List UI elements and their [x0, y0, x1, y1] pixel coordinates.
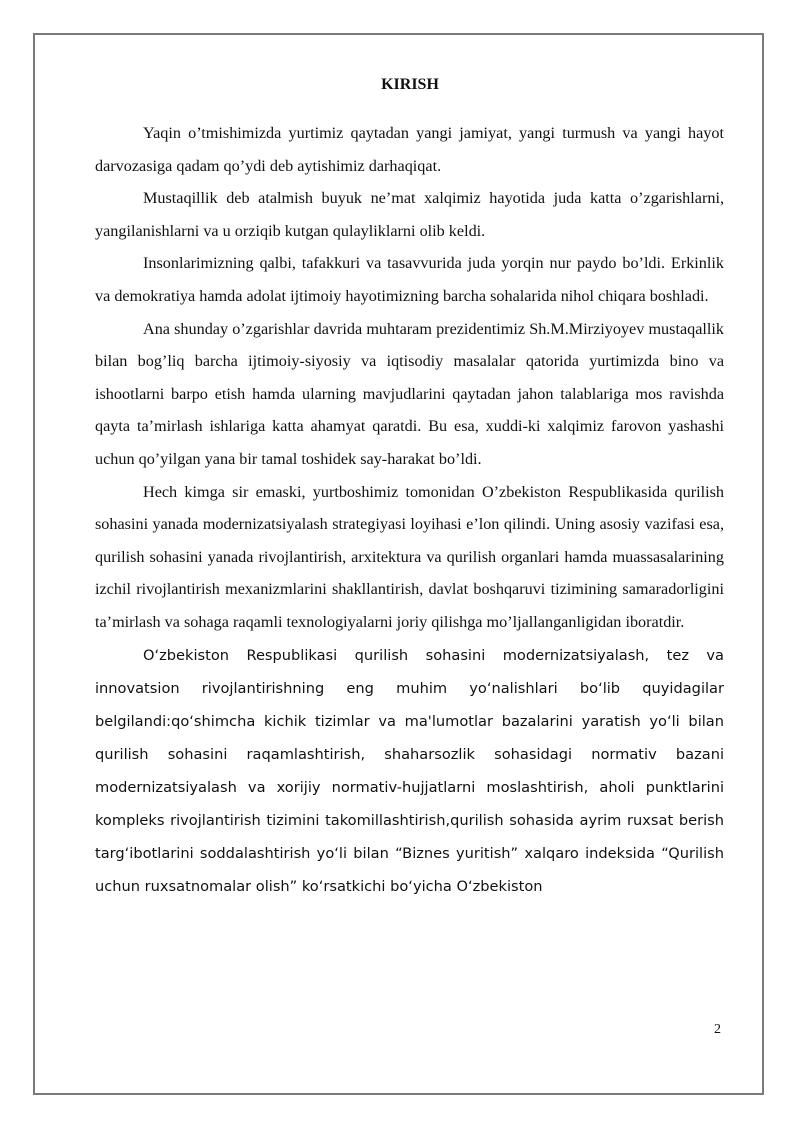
paragraph: Ana shunday o’zgarishlar davrida muhtaram prezidentimiz Sh.M.Mirziyoyev mustaqallik bilan bog’liq barcha ijtimoiy-siyosiy va iqtisodiy masalalar qatorida yurtimizda bino va ishootlarni barpo etish hamda ularning mavjudlarini qaytadan jahon talablariga mos ravishda qayta ta’mirlash ishlariga katta ahamyat qaratdi. Bu esa, xuddi-ki xalqimiz farovon yashashi uchun qo’yilgan yana bir tamal toshidek say-harakat bo’ldi. — [95, 319, 724, 468]
page-number: 2 — [714, 1022, 721, 1037]
paragraph: Hech kimga sir emaski, yurtboshimiz tomonidan O’zbekiston Respublikasida qurilish sohasini yanada modernizatsiyalash strategiyasi loyihasi e’lon qilindi. Uning asosiy vazifasi esa, qurilish sohasini yanada rivojlantirish, arxitektura va qurilish organlari hamda muassasalarining izchil rivojlantirish mexanizmlarini shakllantirish, davlat boshqaruvi tizimining samaradorligini ta’mirlash va sohaga raqamli texnologiyalarni joriy qilishga mo’ljallanganligidan iboratdir. — [95, 482, 724, 631]
paragraph-sans: O‘zbekiston Respublikasi qurilish sohasini modernizatsiyalash, tez va innovatsion rivojlantirishning eng muhim yo‘nalishlari bo‘lib quyidagilar belgilandi:qo‘shimcha kichik tizimlar va ma'lumotlar bazalarini yaratish yo‘li bilan qurilish sohasini raqamlashtirish, shaharsozlik sohasidagi normativ bazani modernizatsiyalash va xorijiy normativ-hujjatlarni moslashtirish, aholi punktlarini kompleks rivojlantirish tizimini takomillashtirish,qurilish sohasida ayrim ruxsat berish targ‘ibotlarini soddalashtirish yo‘li bilan “Biznes yuritish” xalqaro indeksida “Qurilish uchun ruxsatnomalar olish” ko‘rsatkichi bo‘yicha O‘zbekiston — [95, 646, 724, 895]
document-body — [95, 117, 724, 903]
page-title: KIRISH — [381, 76, 439, 93]
paragraph: Yaqin o’tmishimizda yurtimiz qaytadan yangi jamiyat, yangi turmush va yangi hayot darvozasiga qadam qo’ydi deb aytishimiz darhaqiqat. — [95, 124, 724, 175]
paragraph: Mustaqillik deb atalmish buyuk ne’mat xalqimiz hayotida juda katta o’zgarishlarni, yangilanishlarni va u orziqib kutgan qulayliklarni olib keldi. — [95, 189, 724, 240]
paragraph: Insonlarimizning qalbi, tafakkuri va tasavvurida juda yorqin nur paydo bo’ldi. Erkinlik va demokratiya hamda adolat ijtimoiy hayotimizning barcha sohalarida nihol chiqara boshladi. — [95, 254, 724, 305]
